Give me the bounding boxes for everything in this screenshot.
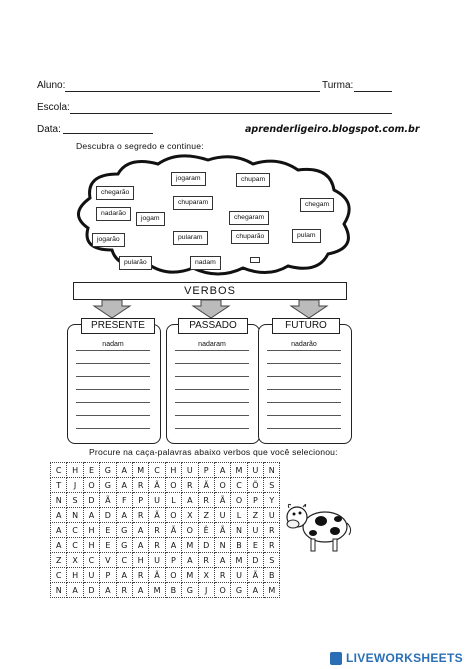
grid-cell[interactable]: A bbox=[83, 508, 99, 523]
grid-cell[interactable]: Z bbox=[198, 508, 214, 523]
escola-line[interactable] bbox=[70, 113, 392, 114]
futuro-title: FUTURO bbox=[272, 318, 340, 334]
answer-line[interactable] bbox=[76, 389, 150, 390]
answer-line[interactable] bbox=[267, 350, 341, 351]
grid-row bbox=[51, 568, 280, 583]
grid-cell[interactable]: C bbox=[83, 553, 99, 568]
grid-cell[interactable]: E bbox=[83, 463, 99, 478]
grid-cell[interactable]: M bbox=[264, 583, 280, 598]
data-line[interactable] bbox=[63, 133, 153, 134]
turma-label: Turma: bbox=[322, 80, 354, 91]
answer-line[interactable] bbox=[76, 402, 150, 403]
grid-cell[interactable]: A bbox=[67, 583, 83, 598]
grid-cell[interactable]: R bbox=[198, 493, 214, 508]
grid-cell[interactable]: E bbox=[100, 538, 116, 553]
grid-row bbox=[51, 508, 280, 523]
grid-cell[interactable]: M bbox=[231, 553, 247, 568]
grid-cell[interactable]: M bbox=[132, 463, 148, 478]
grid-cell[interactable]: P bbox=[247, 493, 263, 508]
grid-cell[interactable]: M bbox=[149, 583, 165, 598]
presente-title: PRESENTE bbox=[81, 318, 155, 334]
grid-cell[interactable]: D bbox=[247, 553, 263, 568]
grid-cell[interactable]: C bbox=[67, 538, 83, 553]
cloud-word: pularam bbox=[173, 231, 208, 245]
aluno-line[interactable] bbox=[65, 91, 320, 92]
grid-cell[interactable]: A bbox=[51, 538, 67, 553]
grid-cell[interactable]: O bbox=[214, 583, 230, 598]
grid-cell[interactable]: A bbox=[51, 508, 67, 523]
grid-cell[interactable]: U bbox=[247, 523, 263, 538]
grid-cell[interactable]: U bbox=[231, 568, 247, 583]
grid-cell[interactable]: M bbox=[182, 568, 198, 583]
grid-cell[interactable]: P bbox=[100, 568, 116, 583]
grid-cell[interactable]: H bbox=[67, 568, 83, 583]
grid-cell[interactable]: R bbox=[264, 523, 280, 538]
grid-cell[interactable]: U bbox=[149, 493, 165, 508]
cloud-word bbox=[250, 257, 260, 263]
grid-cell[interactable]: C bbox=[149, 463, 165, 478]
aluno-label: Aluno: bbox=[37, 80, 66, 91]
word-search-grid bbox=[50, 462, 280, 598]
grid-cell[interactable]: R bbox=[182, 478, 198, 493]
answer-line[interactable] bbox=[175, 428, 249, 429]
grid-cell[interactable]: B bbox=[231, 538, 247, 553]
grid-cell[interactable]: A bbox=[214, 553, 230, 568]
grid-cell[interactable]: Ã bbox=[198, 478, 214, 493]
grid-cell[interactable]: R bbox=[198, 553, 214, 568]
logo-icon bbox=[330, 652, 342, 665]
grid-cell[interactable]: P bbox=[165, 553, 181, 568]
grid-cell[interactable]: A bbox=[116, 508, 132, 523]
grid-cell[interactable]: A bbox=[116, 463, 132, 478]
grid-cell[interactable]: B bbox=[165, 583, 181, 598]
grid-row bbox=[51, 538, 280, 553]
cloud-word: jogaram bbox=[171, 172, 206, 186]
grid-cell[interactable]: M bbox=[182, 538, 198, 553]
grid-cell[interactable]: C bbox=[51, 463, 67, 478]
answer-line[interactable] bbox=[267, 415, 341, 416]
grid-cell[interactable]: T bbox=[51, 478, 67, 493]
grid-cell[interactable]: Ã bbox=[149, 478, 165, 493]
grid-cell[interactable]: O bbox=[165, 568, 181, 583]
grid-cell[interactable]: B bbox=[264, 568, 280, 583]
cloud-word: chuparam bbox=[173, 196, 213, 210]
grid-cell[interactable]: Z bbox=[247, 508, 263, 523]
liveworksheets-logo[interactable] bbox=[328, 648, 474, 669]
answer-line[interactable] bbox=[267, 402, 341, 403]
grid-row bbox=[51, 583, 280, 598]
cloud-word: chegarão bbox=[96, 186, 134, 200]
grid-cell[interactable]: G bbox=[182, 583, 198, 598]
grid-cell[interactable]: U bbox=[182, 463, 198, 478]
grid-cell[interactable]: O bbox=[165, 478, 181, 493]
grid-row bbox=[51, 463, 280, 478]
grid-cell[interactable]: U bbox=[247, 463, 263, 478]
cloud-word: nadarão bbox=[96, 207, 131, 221]
grid-cell[interactable]: D bbox=[198, 538, 214, 553]
data-label: Data: bbox=[37, 124, 61, 135]
answer-line[interactable] bbox=[175, 402, 249, 403]
grid-cell[interactable]: A bbox=[100, 583, 116, 598]
futuro-example: nadarão bbox=[291, 341, 317, 348]
grid-cell[interactable]: S bbox=[264, 478, 280, 493]
grid-cell[interactable]: L bbox=[165, 493, 181, 508]
grid-cell[interactable]: C bbox=[51, 568, 67, 583]
grid-cell[interactable]: G bbox=[116, 538, 132, 553]
presente-example: nadam bbox=[102, 341, 124, 348]
grid-cell[interactable]: N bbox=[231, 523, 247, 538]
answer-line[interactable] bbox=[267, 428, 341, 429]
grid-cell[interactable]: S bbox=[67, 493, 83, 508]
grid-cell[interactable]: Ã bbox=[214, 523, 230, 538]
grid-cell[interactable]: X bbox=[198, 568, 214, 583]
grid-cell[interactable]: H bbox=[83, 523, 99, 538]
answer-line[interactable] bbox=[76, 415, 150, 416]
grid-cell[interactable]: Ã bbox=[214, 493, 230, 508]
grid-cell[interactable]: U bbox=[83, 568, 99, 583]
grid-cell[interactable]: D bbox=[83, 493, 99, 508]
grid-cell[interactable]: V bbox=[100, 553, 116, 568]
grid-cell[interactable]: H bbox=[83, 538, 99, 553]
grid-cell[interactable]: J bbox=[67, 478, 83, 493]
grid-cell[interactable]: D bbox=[100, 508, 116, 523]
cloud-word: jogarão bbox=[92, 233, 125, 247]
grid-cell[interactable]: A bbox=[182, 553, 198, 568]
verbos-title: VERBOS bbox=[73, 282, 347, 300]
answer-line[interactable] bbox=[175, 415, 249, 416]
cloud-word: chuparão bbox=[231, 230, 269, 244]
grid-cell[interactable]: A bbox=[165, 538, 181, 553]
grid-cell[interactable]: A bbox=[116, 568, 132, 583]
answer-line[interactable] bbox=[175, 376, 249, 377]
escola-label: Escola: bbox=[37, 102, 70, 113]
grid-cell[interactable]: C bbox=[67, 523, 83, 538]
cloud-word: jogam bbox=[136, 212, 165, 226]
grid-row bbox=[51, 478, 280, 493]
grid-cell[interactable]: H bbox=[165, 463, 181, 478]
cloud-word: pularão bbox=[119, 256, 152, 270]
grid-cell[interactable]: R bbox=[132, 478, 148, 493]
cow-illustration bbox=[283, 497, 353, 555]
grid-cell[interactable]: Ã bbox=[149, 568, 165, 583]
grid-cell[interactable]: A bbox=[247, 583, 263, 598]
grid-cell[interactable]: N bbox=[214, 538, 230, 553]
blog-url: aprenderligeiro.blogspot.com.br bbox=[245, 124, 420, 135]
grid-cell[interactable]: R bbox=[132, 508, 148, 523]
answer-line[interactable] bbox=[175, 389, 249, 390]
answer-line[interactable] bbox=[76, 350, 150, 351]
grid-cell[interactable]: O bbox=[165, 508, 181, 523]
grid-cell[interactable]: X bbox=[182, 508, 198, 523]
grid-cell[interactable]: Õ bbox=[247, 478, 263, 493]
grid-cell[interactable]: C bbox=[116, 553, 132, 568]
grid-cell[interactable]: R bbox=[149, 538, 165, 553]
grid-cell[interactable]: H bbox=[67, 463, 83, 478]
cloud-word: chupam bbox=[236, 173, 270, 187]
grid-cell[interactable]: S bbox=[264, 553, 280, 568]
grid-cell[interactable]: Ã bbox=[100, 493, 116, 508]
grid-cell[interactable]: F bbox=[116, 493, 132, 508]
passado-example: nadaram bbox=[198, 341, 226, 348]
answer-line[interactable] bbox=[76, 428, 150, 429]
grid-cell[interactable]: O bbox=[83, 478, 99, 493]
grid-cell[interactable]: E bbox=[100, 523, 116, 538]
grid-cell[interactable]: A bbox=[214, 463, 230, 478]
cloud-word: pulam bbox=[292, 229, 321, 243]
grid-cell[interactable]: A bbox=[132, 538, 148, 553]
grid-row bbox=[51, 523, 280, 538]
grid-cell[interactable]: Ê bbox=[198, 523, 214, 538]
grid-row bbox=[51, 493, 280, 508]
grid-cell[interactable]: G bbox=[100, 478, 116, 493]
grid-cell[interactable]: E bbox=[247, 538, 263, 553]
answer-line[interactable] bbox=[76, 376, 150, 377]
grid-cell[interactable]: R bbox=[149, 523, 165, 538]
logo-text: LIVEWORKSHEETS bbox=[346, 651, 463, 665]
grid-cell[interactable]: O bbox=[182, 523, 198, 538]
grid-cell[interactable]: Ã bbox=[165, 523, 181, 538]
grid-cell[interactable]: A bbox=[116, 478, 132, 493]
answer-line[interactable] bbox=[76, 363, 150, 364]
grid-cell[interactable]: R bbox=[132, 568, 148, 583]
grid-cell[interactable]: A bbox=[132, 583, 148, 598]
answer-line[interactable] bbox=[267, 376, 341, 377]
arrows bbox=[60, 298, 360, 320]
grid-cell[interactable]: N bbox=[51, 493, 67, 508]
passado-title: PASSADO bbox=[178, 318, 248, 334]
grid-cell[interactable]: Z bbox=[51, 553, 67, 568]
turma-line[interactable] bbox=[354, 91, 392, 92]
grid-cell[interactable]: X bbox=[67, 553, 83, 568]
grid-cell[interactable]: J bbox=[198, 583, 214, 598]
grid-cell[interactable]: U bbox=[149, 553, 165, 568]
grid-cell[interactable]: U bbox=[214, 508, 230, 523]
grid-row bbox=[51, 553, 280, 568]
grid-cell[interactable]: M bbox=[231, 463, 247, 478]
grid-cell[interactable]: A bbox=[51, 523, 67, 538]
grid-cell[interactable]: N bbox=[67, 508, 83, 523]
grid-cell[interactable]: Y bbox=[264, 493, 280, 508]
grid-cell[interactable]: G bbox=[100, 463, 116, 478]
grid-cell[interactable]: P bbox=[198, 463, 214, 478]
answer-line[interactable] bbox=[175, 363, 249, 364]
grid-cell[interactable]: O bbox=[231, 493, 247, 508]
grid-cell[interactable]: U bbox=[264, 508, 280, 523]
grid-cell[interactable]: G bbox=[231, 583, 247, 598]
grid-cell[interactable]: P bbox=[132, 493, 148, 508]
grid-cell[interactable]: A bbox=[132, 523, 148, 538]
grid-cell[interactable]: D bbox=[83, 583, 99, 598]
grid-cell[interactable]: N bbox=[264, 463, 280, 478]
instruction-bottom: Procure na caça-palavras abaixo verbos que você selecionou: bbox=[89, 447, 338, 457]
answer-line[interactable] bbox=[175, 350, 249, 351]
grid-cell[interactable]: Ã bbox=[149, 508, 165, 523]
cloud-word: chegam bbox=[300, 198, 334, 212]
grid-cell[interactable]: R bbox=[264, 538, 280, 553]
grid-cell[interactable]: O bbox=[214, 478, 230, 493]
answer-line[interactable] bbox=[267, 363, 341, 364]
answer-line[interactable] bbox=[267, 389, 341, 390]
grid-cell[interactable]: C bbox=[231, 478, 247, 493]
cloud-word: nadam bbox=[190, 256, 221, 270]
grid-cell[interactable]: A bbox=[182, 493, 198, 508]
grid-cell[interactable]: G bbox=[116, 523, 132, 538]
instruction-top: Descubra o segredo e continue: bbox=[76, 141, 204, 151]
grid-cell[interactable]: Ã bbox=[247, 568, 263, 583]
grid-cell[interactable]: L bbox=[231, 508, 247, 523]
grid-cell[interactable]: R bbox=[214, 568, 230, 583]
grid-cell[interactable]: R bbox=[116, 583, 132, 598]
cloud-word: chegaram bbox=[229, 211, 269, 225]
grid-cell[interactable]: N bbox=[51, 583, 67, 598]
grid-cell[interactable]: H bbox=[132, 553, 148, 568]
